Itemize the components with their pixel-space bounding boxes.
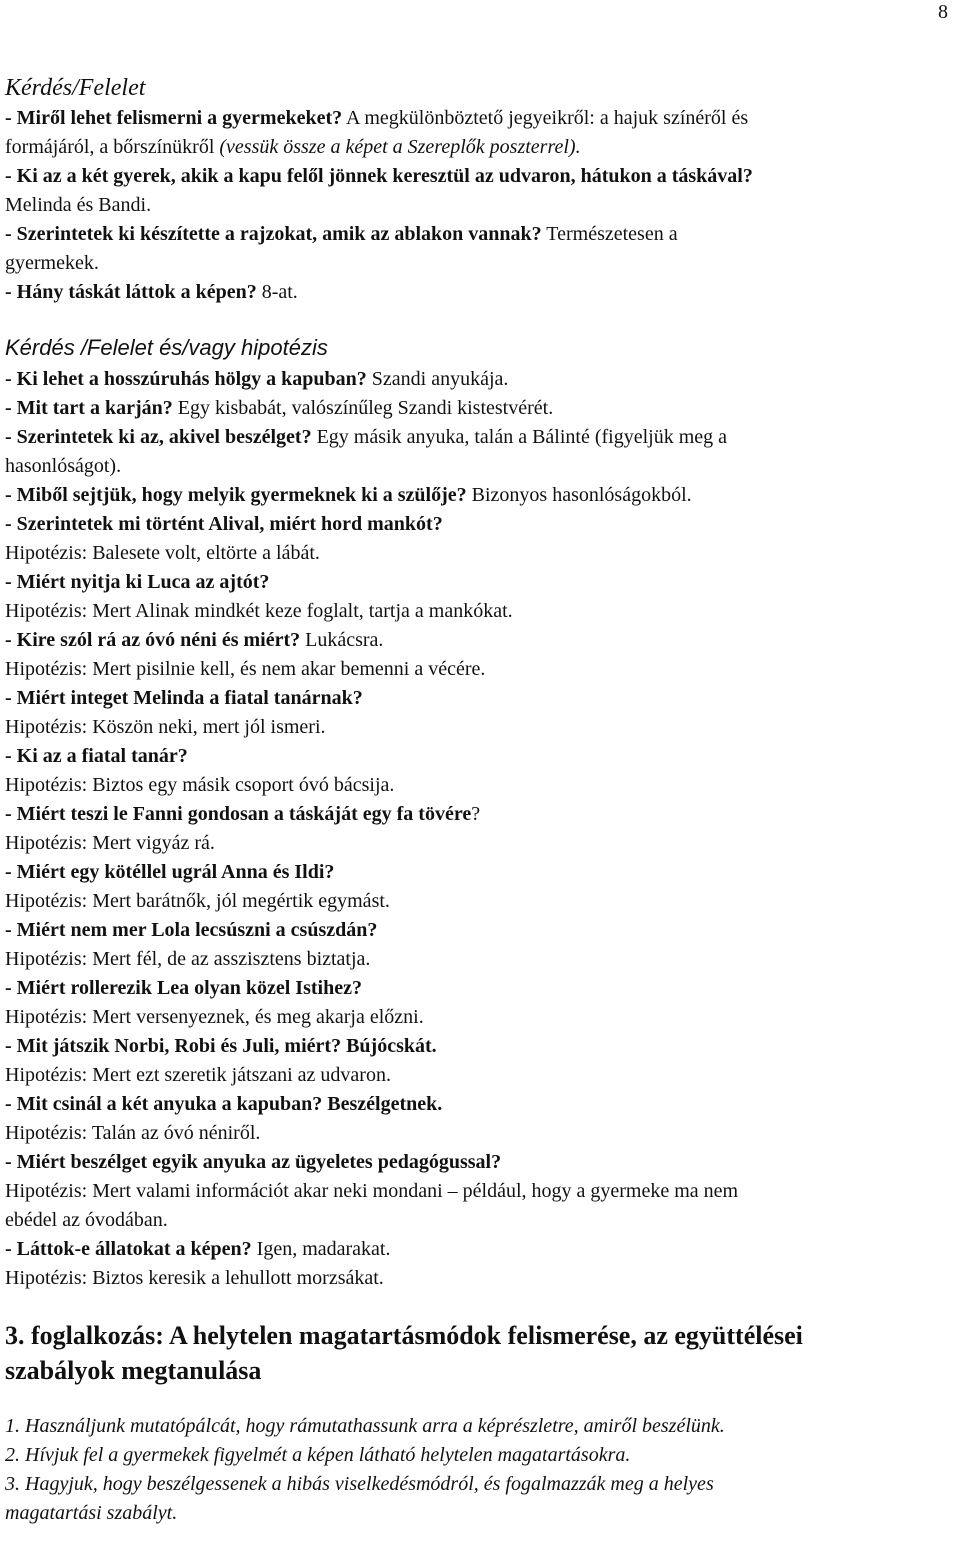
answer-text: Lukácsra. — [300, 629, 384, 651]
text-line — [5, 510, 955, 539]
answer-text: Hipotézis: Mert ezt szeretik játszani az udvaron. — [5, 1064, 391, 1086]
question-text: - Láttok-e állatokat a képen? — [5, 1238, 252, 1260]
text-line — [5, 916, 955, 945]
instruction-item: magatartási szabályt. — [5, 1502, 178, 1524]
question-text: - Hány táskát láttok a képen? — [5, 281, 257, 303]
answer-text: Szandi anyukája. — [366, 368, 509, 390]
answer-text: Hipotézis: Mert vigyáz rá. — [5, 832, 215, 854]
text-line — [5, 655, 955, 684]
text-line — [5, 945, 955, 974]
question-text: - Szerintetek mi történt Alival, miért hord mankót? — [5, 513, 443, 535]
text-line — [5, 481, 955, 510]
answer-text: gyermekek. — [5, 252, 99, 274]
answer-text: Bizonyos hasonlóságokból. — [466, 484, 692, 506]
text-line — [5, 974, 955, 1003]
question-text: - Miért nyitja ki Luca az ajtót? — [5, 571, 270, 593]
text-line — [5, 249, 955, 278]
text-line — [5, 539, 955, 568]
text-line — [5, 365, 955, 394]
answer-text: Melinda és Bandi. — [5, 194, 152, 216]
text-line — [5, 771, 955, 800]
answer-text: ? — [471, 803, 481, 825]
text-line — [5, 1177, 955, 1206]
question-text: - Mit tart a karján? — [5, 397, 173, 419]
question-text: - Szerintetek ki az, akivel beszélget? — [5, 426, 312, 448]
question-text: - Miért teszi le Fanni gondosan a táskáját egy fa tövére — [5, 803, 472, 825]
text-line — [5, 423, 955, 452]
question-text: - Ki az a két gyerek, akik a kapu felől jönnek keresztül az udvaron, hátukon a táskával? — [5, 165, 753, 187]
answer-text: formájáról, a bőrszínükről — [5, 136, 215, 158]
instruction-item: 3. Hagyjuk, hogy beszélgessenek a hibás viselkedésmódról, és fogalmazzák meg a helyes — [5, 1473, 714, 1495]
section-heading-hipotezis: Kérdés /Felelet és/vagy hipotézis — [5, 335, 328, 360]
question-text: - Miért egy kötéllel ugrál Anna és Ildi? — [5, 861, 335, 883]
question-text: - Mit csinál a két anyuka a kapuban? Beszélgetnek. — [5, 1093, 443, 1115]
text-line — [5, 162, 955, 191]
answer-text: Hipotézis: Mert versenyeznek, és meg akarja előzni. — [5, 1006, 424, 1028]
answer-text: Hipotézis: Mert barátnők, jól megértik egymást. — [5, 890, 390, 912]
hypothesis-list — [5, 365, 955, 1293]
text-line — [5, 452, 955, 481]
question-text: - Miért integet Melinda a fiatal tanárnak? — [5, 687, 363, 709]
italic-note: (vessük össze a képet a Szereplők poszterrel). — [214, 136, 581, 158]
instruction-item: 1. Használjunk mutatópálcát, hogy rámutathassunk arra a képrészletre, amiről beszélünk. — [5, 1415, 725, 1437]
answer-text: Egy másik anyuka, talán a Bálinté (figyeljük meg a — [311, 426, 728, 448]
text-line — [5, 713, 955, 742]
text-line — [5, 1003, 955, 1032]
question-text: - Miért rollerezik Lea olyan közel Istihez? — [5, 977, 362, 999]
answer-text: Hipotézis: Talán az óvó néniről. — [5, 1122, 261, 1144]
text-line — [5, 220, 955, 249]
text-line — [5, 133, 955, 162]
text-line — [5, 1061, 955, 1090]
text-line — [5, 568, 955, 597]
lesson-title-line: 3. foglalkozás: A helytelen magatartásmódok felismerése, az együttélései — [5, 1321, 803, 1350]
text-line — [5, 887, 955, 916]
answer-text: Hipotézis: Biztos egy másik csoport óvó bácsija. — [5, 774, 395, 796]
question-text: - Mit játszik Norbi, Robi és Juli, miért? Bújócskát. — [5, 1035, 437, 1057]
document-body — [5, 74, 955, 1528]
text-line — [5, 1090, 955, 1119]
answer-text: Hipotézis: Mert Alinak mindkét keze foglalt, tartja a mankókat. — [5, 600, 513, 622]
text-line — [5, 1235, 955, 1264]
instruction-item: 2. Hívjuk fel a gyermekek figyelmét a képen látható helytelen magatartásokra. — [5, 1444, 631, 1466]
answer-text: Igen, madarakat. — [251, 1238, 391, 1260]
lesson-title-line: szabályok megtanulása — [5, 1356, 262, 1385]
question-text: - Miért nem mer Lola lecsúszni a csúszdán? — [5, 919, 378, 941]
answer-text: Egy kisbabát, valószínűleg Szandi kistestvérét. — [172, 397, 554, 419]
question-text: - Kire szól rá az óvó néni és miért? — [5, 629, 301, 651]
text-line — [5, 858, 955, 887]
page-number: 8 — [938, 1, 948, 23]
question-text: - Miről lehet felismerni a gyermekeket? — [5, 107, 343, 129]
text-line — [5, 626, 955, 655]
text-line — [5, 1032, 955, 1061]
lesson-title — [5, 1318, 955, 1388]
question-text: - Ki lehet a hosszúruhás hölgy a kapuban? — [5, 368, 367, 390]
text-line — [5, 1264, 955, 1293]
answer-text: A megkülönböztető jegyeikről: a hajuk színéről és — [342, 107, 749, 129]
answer-text: Hipotézis: Köszön neki, mert jól ismeri. — [5, 716, 326, 738]
text-line — [5, 394, 955, 423]
answer-text: 8-at. — [256, 281, 298, 303]
text-line — [5, 278, 955, 307]
answer-text: Természetesen a — [541, 223, 678, 245]
instruction-list — [5, 1412, 955, 1528]
answer-text: Hipotézis: Mert pisilnie kell, és nem akar bemenni a vécére. — [5, 658, 486, 680]
text-line — [5, 104, 955, 133]
question-text: - Ki az a fiatal tanár? — [5, 745, 188, 767]
question-text: - Miért beszélget egyik anyuka az ügyeletes pedagógussal? — [5, 1151, 502, 1173]
question-text: - Szerintetek ki készítette a rajzokat, amik az ablakon vannak? — [5, 223, 542, 245]
qa-list — [5, 104, 955, 307]
answer-text: Hipotézis: Mert valami információt akar neki mondani – például, hogy a gyermeke ma nem — [5, 1180, 739, 1202]
text-line — [5, 1119, 955, 1148]
text-line — [5, 1206, 955, 1235]
answer-text: hasonlóságot). — [5, 455, 122, 477]
answer-text: Hipotézis: Balesete volt, eltörte a lábát. — [5, 542, 320, 564]
text-line — [5, 1148, 955, 1177]
text-line — [5, 597, 955, 626]
section-heading-kerdes-felelet: Kérdés/Felelet — [5, 75, 146, 101]
text-line — [5, 829, 955, 858]
question-text: - Miből sejtjük, hogy melyik gyermeknek ki a szülője? — [5, 484, 467, 506]
text-line — [5, 742, 955, 771]
answer-text: ebédel az óvodában. — [5, 1209, 168, 1231]
answer-text: Hipotézis: Mert fél, de az asszisztens biztatja. — [5, 948, 371, 970]
answer-text: Hipotézis: Biztos keresik a lehullott morzsákat. — [5, 1267, 384, 1289]
text-line — [5, 684, 955, 713]
text-line — [5, 191, 955, 220]
text-line — [5, 800, 955, 829]
